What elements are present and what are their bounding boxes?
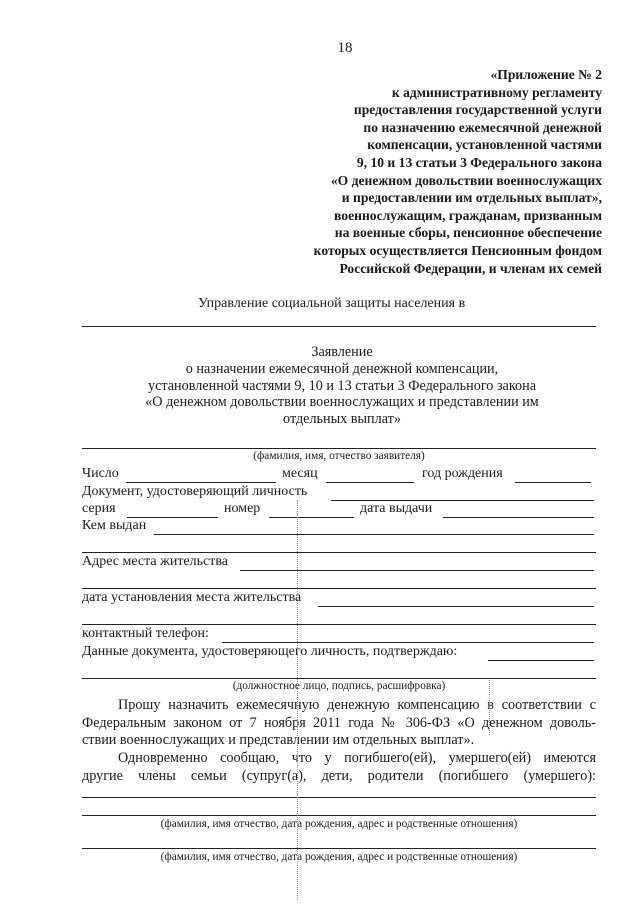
number-field[interactable] bbox=[269, 517, 354, 518]
family-paragraph bbox=[82, 750, 596, 785]
issue-date-field[interactable] bbox=[443, 517, 594, 518]
address-date-field[interactable] bbox=[318, 606, 594, 607]
series-label: серия bbox=[82, 501, 116, 516]
statement-subtitle-line: о назначении ежемесячной денежной компенсации, bbox=[185, 360, 499, 377]
request-line: ствии военнослужащих и представлении им отдельных выплат». bbox=[82, 732, 475, 749]
statement-heading: Заявление bbox=[311, 344, 373, 360]
month-label: месяц bbox=[282, 466, 318, 481]
appendix-line: военнослужащим, гражданам, призванным bbox=[334, 207, 602, 223]
issued-by-label: Кем выдан bbox=[82, 518, 147, 533]
month-field[interactable] bbox=[326, 482, 414, 483]
birth-year-field[interactable] bbox=[515, 482, 591, 483]
appendix-line: и предоставлении им отдельных выплат», bbox=[341, 190, 602, 206]
appendix-line: по назначению ежемесячной денежной bbox=[363, 119, 602, 135]
appendix-line: на военные сборы, пенсионное обеспечение bbox=[334, 225, 602, 241]
address-label: Адрес места жительства bbox=[82, 554, 228, 569]
family-line-3[interactable] bbox=[82, 848, 596, 849]
address-date-extra-line[interactable] bbox=[82, 624, 596, 625]
birth-year-label: год рождения bbox=[422, 466, 503, 481]
day-field[interactable] bbox=[126, 482, 276, 483]
confirm-label: Данные документа, удостоверяющего личность, подтверждаю: bbox=[82, 644, 458, 659]
family-caption-2: (фамилия, имя отчество, дата рождения, адрес и родственные отношения) bbox=[160, 851, 518, 863]
address-field[interactable] bbox=[240, 570, 594, 571]
number-label: номер bbox=[224, 501, 261, 516]
phone-field[interactable] bbox=[222, 642, 594, 643]
statement-subtitle-line: установленной частями 9, 10 и 13 статьи 3 Федерального закона bbox=[147, 377, 537, 394]
appendix-line: 9, 10 и 13 статьи 3 Федерального закона bbox=[356, 154, 602, 170]
appendix-header bbox=[314, 66, 602, 277]
family-line: другие члены семьи (супруг(а), дети, родители (погибшего (умершего): bbox=[82, 767, 596, 784]
statement-subtitle-line: отдельных выплат» bbox=[283, 411, 401, 428]
official-caption: (должностное лицо, подпись, расшифровка) bbox=[232, 680, 446, 692]
issued-by-extra-line[interactable] bbox=[82, 552, 596, 553]
official-signature-line[interactable] bbox=[82, 678, 596, 679]
scan-fold-mark bbox=[489, 680, 490, 735]
day-label: Число bbox=[82, 466, 119, 481]
request-line: Федеральным законом от 7 ноября 2011 года № 306-ФЗ «О денежном доволь- bbox=[82, 714, 596, 731]
appendix-line: к административному регламенту bbox=[391, 84, 602, 100]
address-date-label: дата установления места жительства bbox=[82, 590, 302, 605]
appendix-line: компенсации, установленной частями bbox=[367, 137, 602, 153]
page-number: 18 bbox=[337, 40, 353, 56]
appendix-line: «О денежном довольствии военнослужащих bbox=[330, 172, 602, 188]
request-line: Прошу назначить ежемесячную денежную компенсацию в соответствии с bbox=[118, 697, 596, 713]
appendix-line: «Приложение № 2 bbox=[490, 67, 602, 82]
request-paragraph bbox=[82, 697, 596, 750]
appendix-line: Российской Федерации, и членам их семей bbox=[339, 260, 602, 276]
address-extra-line[interactable] bbox=[82, 588, 596, 589]
id-document-label: Документ, удостоверяющий личность bbox=[82, 484, 308, 499]
family-caption-1: (фамилия, имя отчество, дата рождения, адрес и родственные отношения) bbox=[160, 818, 518, 830]
issued-by-field[interactable] bbox=[154, 534, 594, 535]
statement-subtitle-line: «О денежном довольствии военнослужащих и представлении им bbox=[145, 394, 539, 411]
applicant-name-caption: (фамилия, имя, отчество заявителя) bbox=[253, 450, 425, 462]
addressee-label: Управление социальной защиты населения в bbox=[198, 296, 466, 311]
applicant-name-line[interactable] bbox=[82, 448, 596, 449]
appendix-line: предоставления государственной услуги bbox=[353, 102, 602, 118]
appendix-line: которых осуществляется Пенсионным фондом bbox=[313, 242, 602, 258]
family-line-2[interactable] bbox=[82, 815, 596, 816]
family-line-1[interactable] bbox=[82, 797, 596, 798]
scan-fold-mark bbox=[297, 500, 298, 900]
confirm-field[interactable] bbox=[488, 660, 594, 661]
phone-label: контактный телефон: bbox=[82, 626, 209, 641]
addressee-line[interactable] bbox=[82, 326, 596, 327]
statement-title bbox=[0, 344, 640, 428]
family-line: Одновременно сообщаю, что у погибшего(ей), умершего(ей) имеются bbox=[118, 750, 596, 766]
issue-date-label: дата выдачи bbox=[360, 501, 433, 516]
